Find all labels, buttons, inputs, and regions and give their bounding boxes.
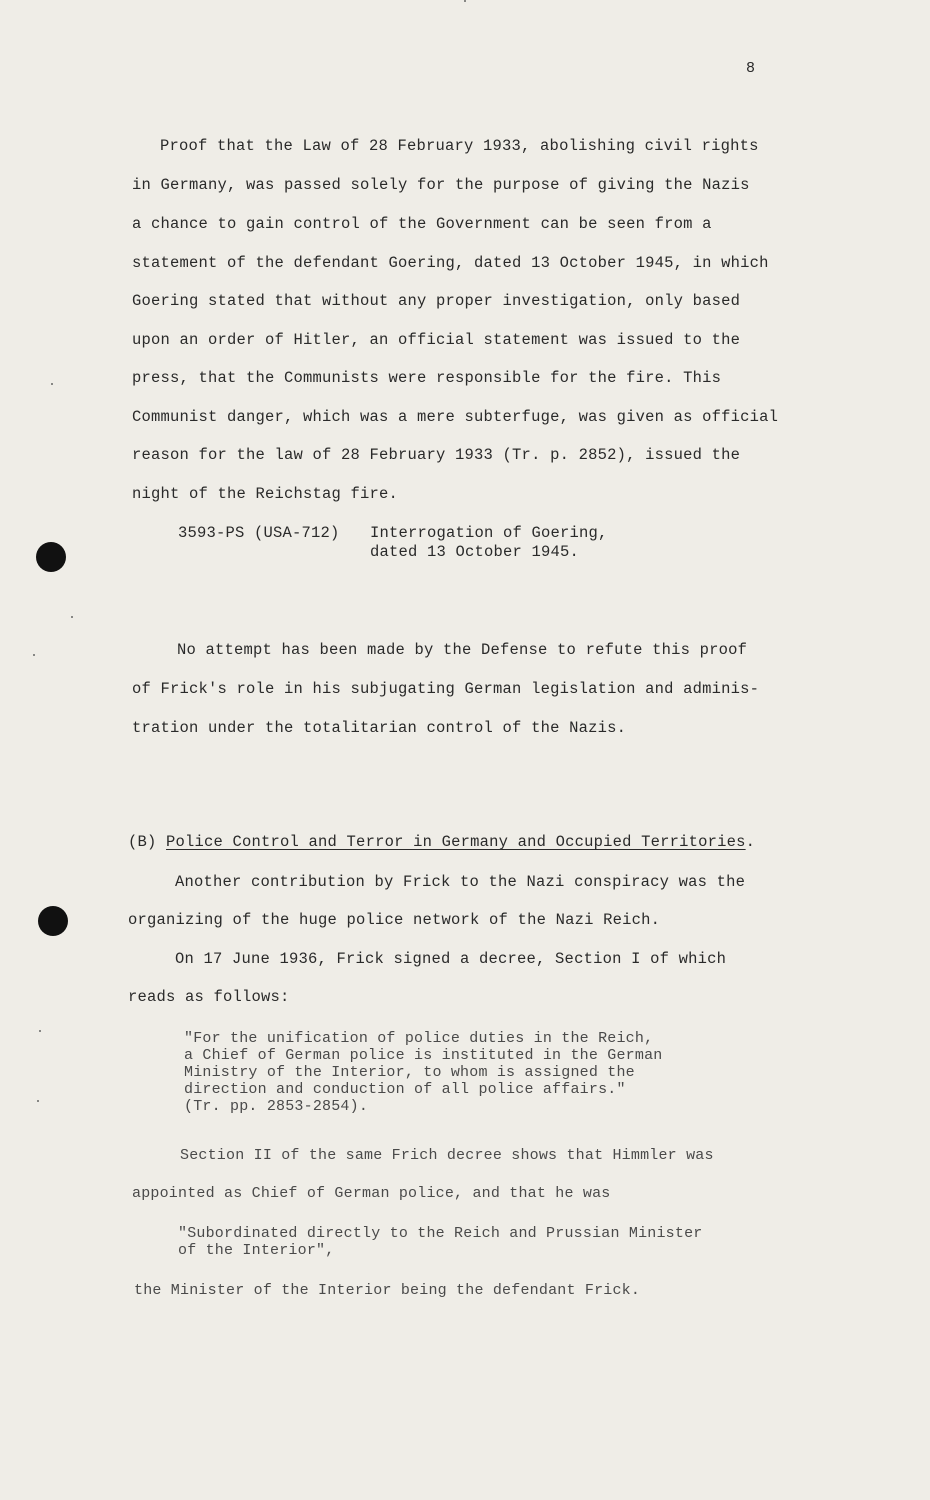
citation-desc: Interrogation of Goering, <box>370 524 608 542</box>
text-line: Goering stated that without any proper investigation, only based <box>132 292 741 310</box>
quote-line: a Chief of German police is instituted in the German <box>184 1047 663 1064</box>
text-line: press, that the Communists were responsible for the fire. This <box>132 369 722 387</box>
quote-line: of the Interior", <box>178 1242 335 1259</box>
text-line: tration under the totalitarian control of the Nazis. <box>132 719 627 737</box>
page-number: 8 <box>746 60 756 77</box>
text-line: reason for the law of 28 February 1933 (Tr. p. 2852), issued the <box>132 446 741 464</box>
section-heading: (B) Police Control and Terror in Germany and Occupied Territories. <box>128 833 756 851</box>
text-line: in Germany, was passed solely for the purpose of giving the Nazis <box>132 176 750 194</box>
text-line: reads as follows: <box>128 988 290 1006</box>
text-line: On 17 June 1936, Frick signed a decree, Section I of which <box>175 950 727 968</box>
text-line: organizing of the huge police network of the Nazi Reich. <box>128 911 661 929</box>
quote-line: "For the unification of police duties in the Reich, <box>184 1030 654 1047</box>
text-line: No attempt has been made by the Defense to refute this proof <box>177 641 748 659</box>
punch-hole-top <box>36 542 66 572</box>
quote-line: direction and conduction of all police affairs." <box>184 1081 626 1098</box>
quote-line: Ministry of the Interior, to whom is assigned the <box>184 1064 635 1081</box>
text-line: upon an order of Hitler, an official statement was issued to the <box>132 331 741 349</box>
citation-doc: 3593-PS (USA-712) <box>178 524 340 542</box>
text-line: appointed as Chief of German police, and that he was <box>132 1185 611 1202</box>
closing-line: the Minister of the Interior being the defendant Frick. <box>134 1282 641 1299</box>
text-line: a chance to gain control of the Government can be seen from a <box>132 215 712 233</box>
text-line: Section II of the same Frich decree shows that Himmler was <box>180 1147 714 1164</box>
text-line: statement of the defendant Goering, dated 13 October 1945, in which <box>132 254 769 272</box>
quote-line: "Subordinated directly to the Reich and Prussian Minister <box>178 1225 703 1242</box>
section-label: (B) <box>128 833 157 851</box>
text-line: night of the Reichstag fire. <box>132 485 399 503</box>
text-line: Communist danger, which was a mere subterfuge, was given as official <box>132 408 779 426</box>
section-title: Police Control and Terror in Germany and Occupied Territories <box>166 833 746 851</box>
text-line: Proof that the Law of 28 February 1933, abolishing civil rights <box>160 137 759 155</box>
punch-hole-bottom <box>38 906 68 936</box>
citation-desc: dated 13 October 1945. <box>370 543 580 561</box>
text-line: Another contribution by Frick to the Nazi conspiracy was the <box>175 873 746 891</box>
quote-line: (Tr. pp. 2853-2854). <box>184 1098 369 1115</box>
text-line: of Frick's role in his subjugating German legislation and adminis- <box>132 680 760 698</box>
